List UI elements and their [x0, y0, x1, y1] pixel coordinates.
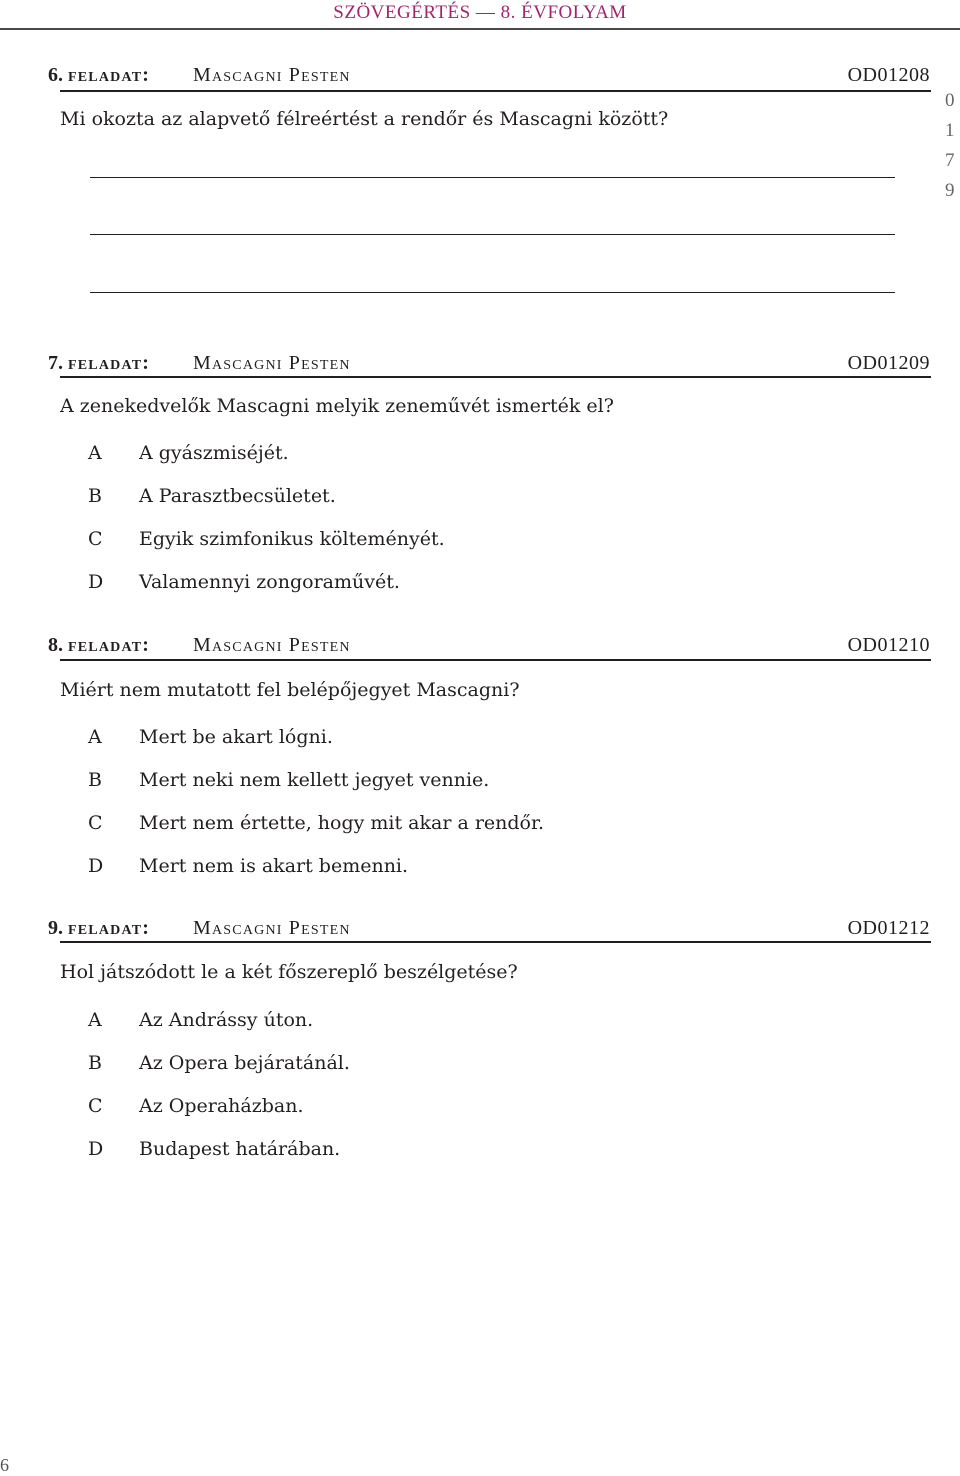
scoring-code: 9: [945, 180, 955, 201]
option-text[interactable]: Az Andrássy úton.: [139, 1009, 314, 1031]
option-letter[interactable]: D: [88, 571, 104, 593]
option-text[interactable]: Mert nem is akart bemenni.: [139, 855, 409, 877]
option-letter[interactable]: C: [88, 812, 103, 834]
task-6-heading: [48, 64, 930, 90]
task-code: OD01209: [847, 352, 930, 374]
option-text[interactable]: Mert be akart lógni.: [139, 726, 333, 748]
task-number: 7. feladat:: [48, 352, 151, 374]
answer-line[interactable]: [90, 292, 895, 293]
option-letter[interactable]: C: [88, 528, 103, 550]
task-topic: Mascagni Pesten: [193, 64, 351, 86]
task-code: OD01208: [847, 64, 930, 86]
task-topic: Mascagni Pesten: [193, 917, 351, 939]
option-letter[interactable]: B: [88, 769, 102, 791]
option-text[interactable]: Mert nem értette, hogy mit akar a rendőr.: [139, 812, 545, 834]
task-code: OD01210: [847, 634, 930, 656]
option-letter[interactable]: D: [88, 855, 104, 877]
option-text[interactable]: A Parasztbecsületet.: [139, 485, 336, 507]
task-divider: [60, 941, 931, 943]
option-letter[interactable]: A: [88, 442, 102, 464]
running-header: SZÖVEGÉRTÉS — 8. ÉVFOLYAM: [333, 2, 627, 23]
task-divider: [60, 90, 931, 92]
task-number: 9. feladat:: [48, 917, 151, 939]
option-text[interactable]: A gyászmiséjét.: [139, 442, 289, 464]
answer-line[interactable]: [90, 234, 895, 235]
task-7-question: A zenekedvelők Mascagni melyik zeneművét ismerték el?: [60, 395, 614, 417]
option-text[interactable]: Egyik szimfonikus költeményét.: [139, 528, 445, 550]
task-number: 8. feladat:: [48, 634, 151, 656]
option-letter[interactable]: D: [88, 1138, 104, 1160]
task-7-heading: [48, 352, 930, 378]
option-text[interactable]: Az Operaházban.: [139, 1095, 304, 1117]
option-text[interactable]: Mert neki nem kellett jegyet vennie.: [139, 769, 490, 791]
option-letter[interactable]: B: [88, 485, 102, 507]
task-9-question: Hol játszódott le a két főszereplő beszélgetése?: [60, 961, 518, 983]
task-divider: [60, 659, 931, 661]
task-number: 6. feladat:: [48, 64, 151, 86]
option-letter[interactable]: A: [88, 1009, 102, 1031]
task-8-question: Miért nem mutatott fel belépőjegyet Mascagni?: [60, 679, 520, 701]
task-code: OD01212: [847, 917, 930, 939]
option-letter[interactable]: B: [88, 1052, 102, 1074]
scoring-code: 7: [945, 150, 955, 171]
task-6-question: Mi okozta az alapvető félreértést a rendőr és Mascagni között?: [60, 108, 669, 130]
task-divider: [60, 376, 931, 378]
option-text[interactable]: Budapest határában.: [139, 1138, 341, 1160]
header-divider: [0, 28, 960, 30]
option-text[interactable]: Az Opera bejáratánál.: [139, 1052, 350, 1074]
task-9-heading: [48, 917, 930, 943]
option-text[interactable]: Valamennyi zongoraművét.: [139, 571, 400, 593]
task-topic: Mascagni Pesten: [193, 352, 351, 374]
option-letter[interactable]: C: [88, 1095, 103, 1117]
option-letter[interactable]: A: [88, 726, 102, 748]
scoring-code: 0: [945, 90, 955, 111]
task-8-heading: [48, 634, 930, 660]
scoring-code: 1: [945, 120, 955, 141]
answer-line[interactable]: [90, 177, 895, 178]
page-number: 6: [0, 1455, 9, 1475]
task-topic: Mascagni Pesten: [193, 634, 351, 656]
